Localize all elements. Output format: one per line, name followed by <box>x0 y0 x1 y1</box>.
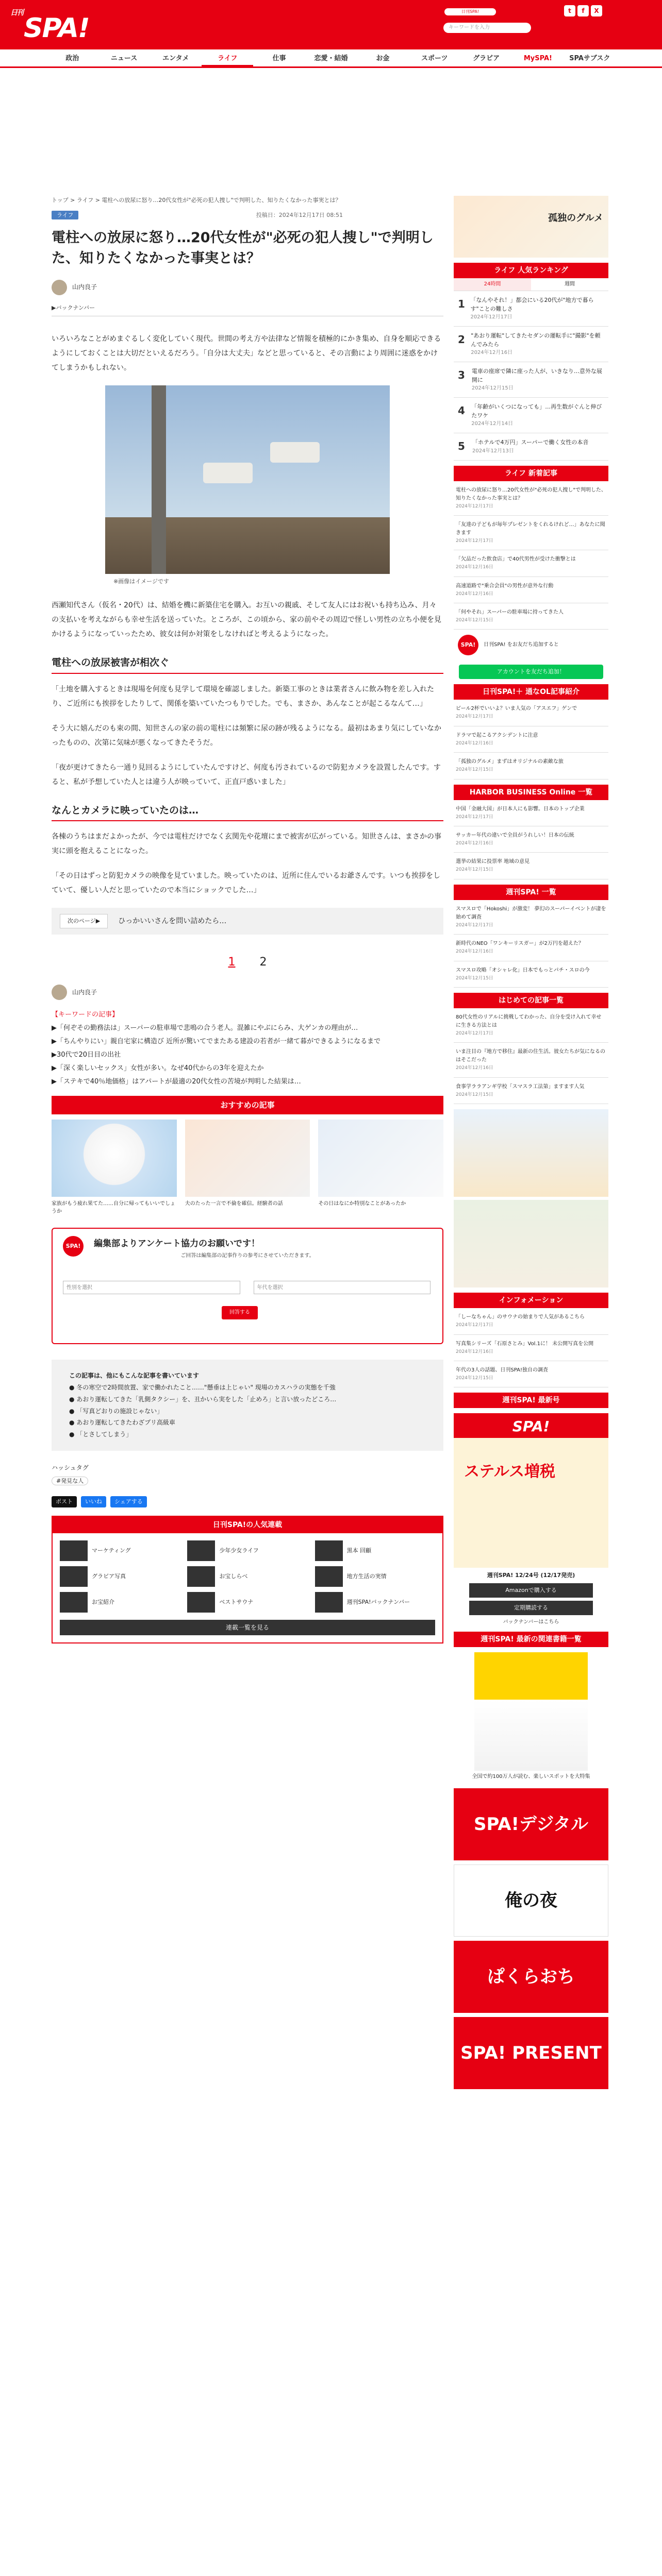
pole-shape <box>152 385 166 574</box>
weekly-title: 週刊SPA! 12/24号 (12/17発売) <box>487 1572 575 1579</box>
line-add-button[interactable]: アカウントを友だち追加！ <box>459 665 603 679</box>
recommend-card[interactable] <box>318 1120 443 1215</box>
facebook-icon[interactable]: f <box>577 5 589 16</box>
nav-item[interactable]: 恋愛・結婚 <box>314 55 348 62</box>
banner-present[interactable]: SPA! PRESENT <box>454 2017 608 2089</box>
recommend-card[interactable] <box>52 1120 177 1215</box>
mook-text: 全国で約100万人が読む、楽しいスポットを大特集 <box>472 1773 590 1780</box>
news-item[interactable]: 高速道路で"乗合会員"の男性が意外な行動 2024年12月16日 <box>454 577 608 603</box>
banner-digital[interactable]: SPA!デジタル <box>454 1788 608 1860</box>
line-promo <box>454 630 608 660</box>
news-item[interactable]: 「しーなちゃん」のサウナの始まりで人気があるこちら 2024年12月17日 <box>454 1308 608 1334</box>
spa-latest-header: 週刊SPA! 一覧 <box>454 885 608 900</box>
nav-item[interactable]: エンタメ <box>162 55 189 62</box>
magazine-cover[interactable] <box>454 1413 608 1568</box>
paragraph: いろいろなことがめまぐるしく変化していく現代。世間の考え方や法律など情報を積極的にかき集め、自身を順応できるようにしておくことは大切だといえるだろう。「自分は大丈夫」などと思っていると、その言動により周囲に迷惑をかけてしまうかもしれない。 <box>52 334 441 372</box>
banner-night[interactable]: 俺の夜 <box>454 1865 608 1937</box>
tab-24h[interactable]: 24時間 <box>454 278 531 291</box>
author-name[interactable]: 山内良子 <box>72 988 97 996</box>
cover-logo: SPA! <box>512 1418 550 1435</box>
back-number-link[interactable]: バックナンバーはこちら <box>503 1619 559 1625</box>
harbor-header: HARBOR BUSINESS Online 一覧 <box>454 785 608 800</box>
author-row[interactable] <box>52 280 443 295</box>
ranking-item[interactable]: 3 電車の座席で隣に座った人が、いきなり…意外な展開に 2024年12月15日 <box>454 362 608 398</box>
post-date: 投稿日：2024年12月17日 08:51 <box>256 211 343 218</box>
news-item[interactable]: いま注目の『地方で移住』最新の住生活。彼女たちが気になるのはそこだった 2024年12月16日 <box>454 1043 608 1077</box>
share-button[interactable]: シェアする <box>110 1496 147 1507</box>
ranking-item[interactable]: 2 "あおり運転"してきたセダンの運転手に"撮影"を頼んでみたら 2024年12月16日 <box>454 327 608 362</box>
amazon-button[interactable]: Amazonで購入する <box>469 1583 593 1598</box>
note-item[interactable]: ● あおり運転してきた「乳側タクシー」を、丑かいら実をした「止めろ」と言い放ったどころ… <box>69 1395 337 1403</box>
ranking-tabs <box>454 278 608 291</box>
ranking-header: ライフ 人気ランキング <box>454 263 608 278</box>
pagination <box>52 953 443 971</box>
subscribe-button[interactable]: 定期購読する <box>469 1601 593 1615</box>
note-item[interactable]: ● 冬の寒空で2時間放置、家で働かれたこと……"懸垂は上じゃい" 現場のカスハラの実態を千強 <box>69 1383 336 1391</box>
like-button[interactable]: いいね <box>81 1496 106 1507</box>
tab-weekly[interactable]: 週間 <box>565 281 575 287</box>
author-other-articles <box>52 1360 443 1451</box>
serial-thumb <box>315 1566 343 1587</box>
related-link[interactable]: ▶「ステキで40％地価格」はアパートが最適の20代女性の苦境が判明した結果は… <box>52 1078 301 1086</box>
serial-item[interactable]: お宝しらべ <box>187 1566 307 1587</box>
cover-headline: ステルス増税 <box>464 1463 555 1481</box>
share-buttons <box>52 1496 443 1507</box>
sidebar <box>454 196 608 2093</box>
gender-select[interactable]: 性別を選択 <box>63 1281 240 1294</box>
ranking-item[interactable]: 4 「年齢がいくつになっても」…再生数がぐんと伸びたワケ 2024年12月14日 <box>454 398 608 433</box>
related-link[interactable]: ▶「何ぞその勤務法は」スーパーの駐車場で悲鳴の合う老人。混雑にやぶにらみ、大ゲンカの理由が… <box>52 1024 358 1032</box>
news-item[interactable]: 中国「金融大国」が日本人にも影響。日本のトップ企業 2024年12月17日 <box>454 800 608 826</box>
news-item[interactable]: 食事学ララアンギ学校「スマスラ工法第」ますます人気 2024年12月15日 <box>454 1078 608 1104</box>
recommend-list <box>52 1120 443 1215</box>
serial-item[interactable]: マーケティング <box>60 1540 180 1561</box>
nav-item[interactable]: SPAサブスク <box>569 55 610 62</box>
ranking-item[interactable]: 1 「なんやそれ！」都会にいる20代が"地方で暮らす"ことの難しさ 2024年12月17日 <box>454 291 608 327</box>
news-item[interactable]: 「孤独のグルメ」まずはオリジナルの素敵な旅 2024年12月15日 <box>454 753 608 779</box>
survey-submit-button[interactable]: 回答する <box>222 1306 258 1319</box>
next-page-box[interactable] <box>52 908 443 935</box>
dog-image <box>52 1120 177 1197</box>
spa-logo-icon: SPA! <box>63 1236 84 1257</box>
serial-item[interactable]: お宝紹介 <box>60 1592 180 1613</box>
note-item[interactable]: ● あおり運転してきたわざプリ高級車 <box>69 1419 175 1427</box>
paragraph: 「土地を購入するときは現場を何度も見学して環境を確認しました。新築工事のときは業者さんに飲み物を差し入れたり、ご近所にも挨拶をしたりして、関係を築いていたつもりでした。でも、まさか、あんなことが起こるなんて…」 <box>52 685 434 708</box>
serial-thumb <box>187 1566 215 1587</box>
article-title: 電柱への放尿に怒り…20代女性が"必死の犯人捜し"で判明した、知りたくなかった事実とは？ <box>52 229 434 267</box>
news-item[interactable]: 80代女性のリアルに挑戦してわかった、自分を受け入れて幸せに生きる方法とは 2024年12月17日 <box>454 1008 608 1043</box>
nav-item[interactable]: ニュース <box>110 55 138 62</box>
article-photo <box>105 385 390 574</box>
age-select[interactable]: 年代を選択 <box>254 1281 431 1294</box>
article-column <box>52 196 443 1643</box>
page-1[interactable]: 1 <box>228 955 236 969</box>
note-heading: この記事は、他にもこんな記事を書いています <box>69 1372 200 1380</box>
ranking-list <box>454 291 608 461</box>
related-link[interactable]: ▶「深く楽しいセックス」女性が多い。なぜ40代からの3年を迎えたか <box>52 1064 264 1073</box>
serial-item[interactable]: ベストサウナ <box>187 1592 307 1613</box>
sidebar-ad-block[interactable] <box>454 1200 608 1287</box>
page-2[interactable]: 2 <box>259 955 267 969</box>
paragraph: 各棟のうちはまだよかったが、今では電柱だけでなく玄関先や花壇にまで被害が広がっている。知世さんは、まさかの事実に頭を抱えることになった。 <box>52 832 441 855</box>
line-promo-text: 日刊SPA! をお友だち追加すると <box>484 642 559 648</box>
category-tag[interactable]: ライフ <box>52 211 78 220</box>
survey-box <box>52 1228 443 1344</box>
banner-pakuraochi[interactable]: ぱくらおち <box>454 1941 608 2013</box>
related-link[interactable]: ▶30代で20日目の出社 <box>52 1051 121 1059</box>
note-item[interactable]: ● 「とさしてしまう」 <box>69 1431 133 1438</box>
news-list <box>454 481 608 630</box>
serial-thumb <box>315 1592 343 1613</box>
serial-item[interactable]: 黒本 回顧 <box>315 1540 435 1561</box>
related-links <box>52 1008 443 1089</box>
illustration-image <box>318 1120 443 1197</box>
mook-header: 週刊SPA! 最新の関連書籍一覧 <box>454 1632 608 1647</box>
mook-cover[interactable] <box>474 1652 588 1771</box>
serial-item[interactable]: 地方生活の実情 <box>315 1566 435 1587</box>
paragraph: 西瀬知代さん（仮名・20代）は、結婚を機に新築住宅を購入。お互いの親戚、そして友人にはお祝いも持ち込み、月々の支払いを考えながらも幸せ生活を送っていた。ところが、この頃から、家の前やその周辺で怪しい男性の立ち小便を見かけるようになっていったため、彼女は何か対策をしなければと考えるようになった。 <box>52 601 441 639</box>
nav-item[interactable]: グラビア <box>473 55 500 62</box>
author-avatar <box>52 280 67 295</box>
news-item[interactable]: 「友達の子どもが毎年プレゼントをくれるけれど…」あなたに聞きます 2024年12月17日 <box>454 516 608 550</box>
note-item[interactable]: ● 「写真どおりの施設じゃない」 <box>69 1407 163 1415</box>
nav-item[interactable]: スポーツ <box>421 55 448 62</box>
recommend-text: 夫のたった一言で不倫を確信。経験者の話 <box>185 1201 283 1207</box>
back-number-link[interactable]: ▶バックナンバー <box>52 303 443 316</box>
news-item[interactable]: スマスロ攻略「オシャレ化」日本でもっとパチ・スロの今 2024年12月15日 <box>454 961 608 988</box>
news-header: ライフ 新着記事 <box>454 466 608 481</box>
news-item[interactable]: 電柱への放尿に怒り…20代女性が"必死の犯人捜し"で判明した、知りたくなかった事実とは？ 2024年12月17日 <box>454 481 608 516</box>
breadcrumb[interactable]: トップ > ライフ > 電柱への放尿に怒り…20代女性が"必死の犯人捜し"で判明した、知りたくなかった事実とは？ <box>52 197 341 204</box>
paragraph: そう大に嬉んだのも束の間、知世さんの家の前の電柱には頻繁に尿の跡が残るようになる。最初はあまり気にしていなかったものの、次第に気味が悪くなってきたそうだ。 <box>52 724 441 747</box>
serial-item[interactable]: 週刊SPA!バックナンバー <box>315 1592 435 1613</box>
info-header: インフォメーション <box>454 1293 608 1308</box>
author-avatar <box>52 985 67 1000</box>
site-header <box>0 0 662 49</box>
hashtag-label: ハッシュタグ <box>52 1464 89 1471</box>
sidebar-ad-block[interactable] <box>454 1109 608 1197</box>
recommend-card[interactable] <box>185 1120 310 1215</box>
sidebar-ad[interactable] <box>454 196 608 258</box>
nav-item[interactable]: MySPA! <box>523 55 552 62</box>
news-item[interactable]: スマスロで「Hokoshi」が激変！ 夢幻のスーパーイベントが凄を始めて調査 2024年12月17日 <box>454 900 608 935</box>
survey-sub: ご回答は編集部の記事作りの参考にさせていただきます。 <box>180 1253 315 1259</box>
recommend-text: 家族がもう疲れ果てた……自分に帰ってもいいでしょうか <box>52 1201 175 1215</box>
serial-title: 日刊SPA!の人気連載 <box>53 1517 442 1533</box>
serial-thumb <box>315 1540 343 1561</box>
news-item[interactable]: ビール2杯でいいよ？いま人気の「アスエフ」ゲンで 2024年12月17日 <box>454 700 608 726</box>
hajimete-header: はじめての記事一覧 <box>454 993 608 1008</box>
serial-thumb <box>187 1540 215 1561</box>
paragraph: 「その日はずっと防犯カメラの映像を見ていました。映っていたのは、近所に住んでいるお爺さんです。いつも挨拶をしていて、優しい人だと思っていたので本当にショックでした…」 <box>52 871 441 894</box>
nav-item[interactable]: 政治 <box>65 55 79 62</box>
recommend-side-header: 日刊SPA!＋ 通なOL記事紹介 <box>454 684 608 700</box>
news-item[interactable]: 選挙の結果に投票率 地域の意見 2024年12月15日 <box>454 853 608 879</box>
news-item[interactable]: 「欠品だった飲食店」で40代男性が受けた衝撃とは 2024年12月16日 <box>454 550 608 577</box>
news-item[interactable]: 写真集シリーズ「石原さとみ」Vol.1に！ 未公開写真を公開 2024年12月16日 <box>454 1335 608 1361</box>
author-row-bottom[interactable] <box>52 985 443 1000</box>
photo-caption: ※画像はイメージです <box>113 578 169 585</box>
recommend-header: おすすめの記事 <box>52 1096 443 1114</box>
serial-item[interactable]: グラビア写真 <box>60 1566 180 1587</box>
x-icon[interactable]: X <box>591 5 602 16</box>
serial-thumb <box>60 1566 88 1587</box>
ad-text: 孤独のグルメ <box>548 213 603 224</box>
paragraph: 「夜が更けてきたら一通り見回るようにしていたんですけど、何度も汚されているので防犯カメラを設置したんです。すると、私が予想していた人とは違う人が映っていて、正直戸惑いました」 <box>52 763 441 786</box>
post-x-button[interactable]: ポスト <box>52 1496 77 1507</box>
serial-box <box>52 1516 443 1643</box>
news-item[interactable]: 「何やそれ」スーパーの駐車場に持ってきた人 2024年12月15日 <box>454 603 608 630</box>
news-item[interactable]: 新時代のNEO「ワンキーリスガー」が2万円を超えた？ 2024年12月16日 <box>454 935 608 961</box>
related-header: 【キーワードの記事】 <box>52 1011 119 1019</box>
survey-title: 編集部よりアンケート協力のお願いです！ <box>94 1239 260 1249</box>
next-page-title[interactable]: ひっかいいさんを問い詰めたら… <box>118 917 227 925</box>
hashtag-chip[interactable]: #発見な人 <box>52 1477 88 1485</box>
main-nav <box>0 49 662 68</box>
related-link[interactable]: ▶「ちんやりにい」親自宅家に構造び 近所が驚いてでまたある建設の若者が一緒て暮ができるようになるまで <box>52 1038 381 1046</box>
recommend-text: その日はなにか特別なことがあったか <box>318 1201 406 1207</box>
site-logo[interactable]: $^{日刊}$SPA! <box>10 9 89 44</box>
news-item[interactable]: サッカー年代の違いで全員がうれしい！日本の伝統 2024年12月16日 <box>454 826 608 853</box>
serial-item[interactable]: 少年少女ライフ <box>187 1540 307 1561</box>
weekly-header: 週刊SPA! 最新号 <box>454 1393 608 1408</box>
nav-item-active[interactable]: ライフ <box>202 49 253 66</box>
news-item[interactable]: ドラマで起こるアクシデントに注意 2024年12月16日 <box>454 726 608 753</box>
section-heading: なんとカメラに映っていたのは… <box>52 803 443 821</box>
news-item[interactable]: 年代の3人の話題、日刊SPA!独自の調査 2024年12月15日 <box>454 1361 608 1387</box>
camera-shape <box>270 442 320 463</box>
camera-shape <box>203 463 253 483</box>
search-input[interactable]: キーワードを入力 <box>443 23 531 33</box>
serial-thumb <box>60 1540 88 1561</box>
serial-thumb <box>60 1592 88 1613</box>
section-heading: 電柱への放尿被害が相次ぐ <box>52 655 443 673</box>
illustration-image <box>185 1120 310 1197</box>
serial-more-button[interactable]: 連載一覧を見る <box>60 1620 435 1635</box>
nav-item[interactable]: お金 <box>376 55 390 62</box>
author-name[interactable]: 山内良子 <box>72 283 97 291</box>
twitter-icon[interactable]: t <box>564 5 575 16</box>
serial-thumb <box>187 1592 215 1613</box>
next-page-button[interactable]: 次のページ▶ <box>60 914 108 928</box>
spa-logo-icon: SPA! <box>458 635 478 655</box>
nav-item[interactable]: 仕事 <box>272 55 286 62</box>
upper-link[interactable]: 日刊SPA! <box>444 8 496 15</box>
ranking-item[interactable]: 5 「ホテルで4万円」スーパーで働く女性の本音 2024年12月13日 <box>454 433 608 461</box>
